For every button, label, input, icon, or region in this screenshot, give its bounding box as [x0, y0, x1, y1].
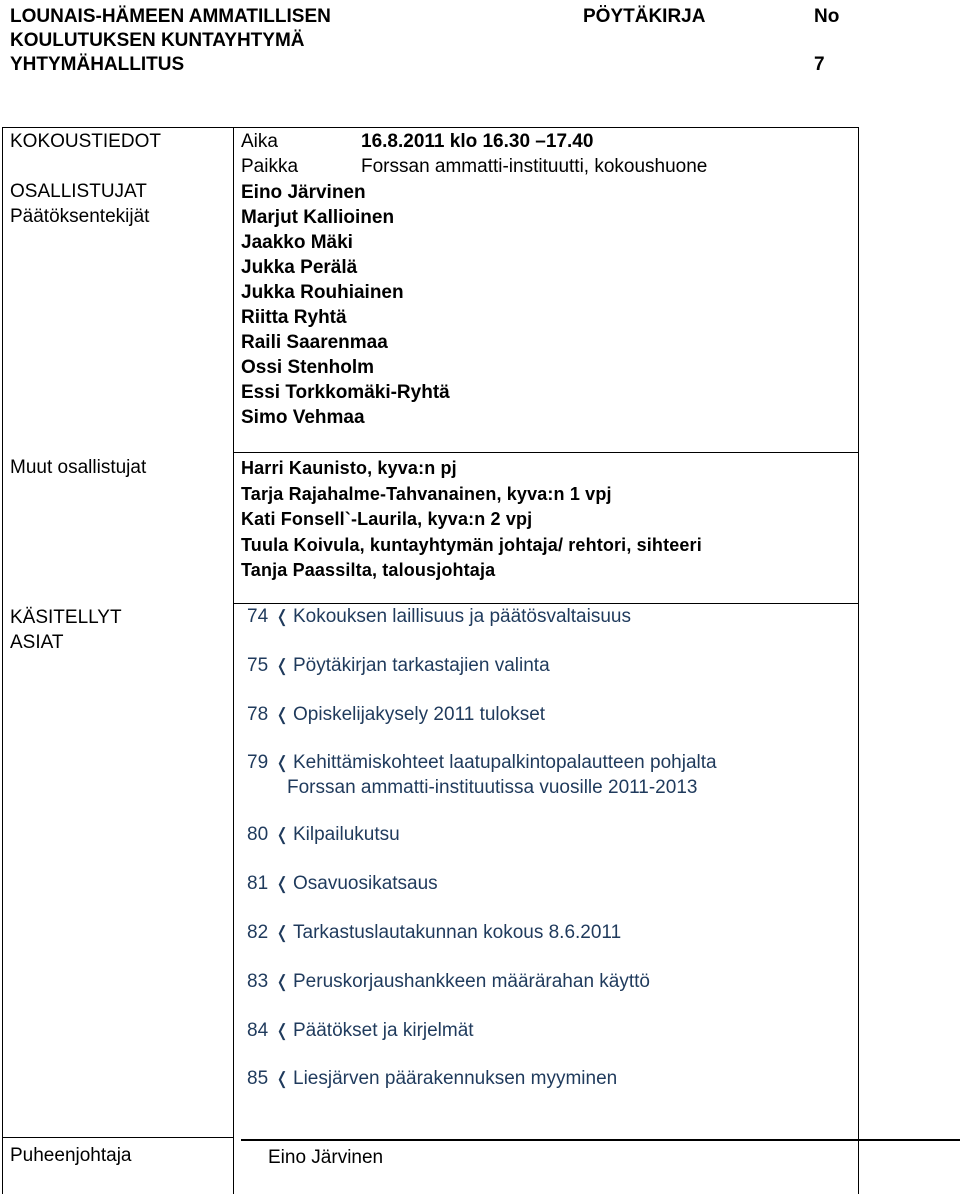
agenda-item-number: 80 [247, 824, 269, 846]
agenda-item-title: Kilpailukutsu [293, 824, 400, 846]
org-name-line3: YHTYMÄHALLITUS [10, 54, 185, 75]
list-item: Riitta Ryhtä [241, 307, 347, 328]
list-item: Marjut Kallioinen [241, 207, 395, 228]
agenda-item-title: Osavuosikatsaus [293, 873, 438, 895]
agenda-item-number: 75 [247, 654, 269, 676]
agenda-item-title: Liesjärven päärakennuksen myyminen [293, 1068, 618, 1090]
field-marker-icon: ❬ [275, 753, 290, 773]
agenda-item-title: Tarkastuslautakunnan kokous 8.6.2011 [293, 921, 622, 943]
list-item: Tanja Paassilta, talousjohtaja [241, 560, 496, 580]
agenda-item-number: 74 [247, 606, 269, 627]
place-label: Paikka [241, 156, 299, 177]
list-item: Jukka Rouhiainen [241, 282, 404, 303]
other-participants-list [241, 456, 702, 584]
list-item: Simo Vehmaa [241, 407, 365, 428]
time-value: 16.8.2011 klo 16.30 –17.40 [361, 131, 594, 152]
field-marker-icon: ❬ [275, 825, 290, 845]
agenda-item-title: Opiskelijakysely 2011 tulokset [293, 703, 546, 725]
list-item: Jaakko Mäki [241, 232, 353, 253]
section-label-decision-makers: Päätöksentekijät [10, 206, 150, 227]
list-item: Jukka Perälä [241, 257, 358, 278]
field-marker-icon: ❬ [275, 1020, 290, 1040]
agenda-item-number: 83 [247, 970, 269, 992]
field-marker-icon: ❬ [275, 922, 290, 942]
agenda-item-title: Kokouksen laillisuus ja päätösvaltaisuus [293, 606, 631, 627]
doc-number-value: 7 [814, 54, 825, 75]
field-marker-icon: ❬ [275, 874, 290, 894]
list-item: Kati Fonsell`-Laurila, kyva:n 2 vpj [241, 509, 533, 529]
org-name-line2: KOULUTUKSEN KUNTAYHTYMÄ [10, 30, 305, 51]
decision-makers-list [241, 180, 450, 430]
chair-name: Eino Järvinen [268, 1147, 384, 1168]
agenda-item-number: 82 [247, 921, 269, 943]
org-name-line1: LOUNAIS-HÄMEEN AMMATILLISEN [10, 6, 331, 27]
agenda-item-title: Pöytäkirjan tarkastajien valinta [293, 654, 550, 676]
list-item: Eino Järvinen [241, 182, 366, 203]
field-marker-icon: ❬ [275, 607, 290, 626]
agenda-item-title: Peruskorjaushankkeen määrärahan käyttö [293, 970, 650, 992]
doc-type: PÖYTÄKIRJA [583, 6, 706, 27]
doc-number-label: No [814, 6, 840, 27]
agenda-item-number: 85 [247, 1068, 269, 1090]
field-marker-icon: ❬ [275, 704, 290, 724]
field-marker-icon: ❬ [275, 971, 290, 991]
list-item: Essi Torkkomäki-Ryhtä [241, 382, 450, 403]
section-label-agenda-2: ASIAT [10, 632, 64, 653]
section-label-participants: OSALLISTUJAT [10, 181, 147, 202]
agenda-item-number: 84 [247, 1019, 269, 1041]
agenda-item-number: 78 [247, 703, 269, 725]
list-item: Ossi Stenholm [241, 357, 375, 378]
section-label-agenda-1: KÄSITELLYT [10, 607, 122, 628]
agenda-item-title-continued: Forssan ammatti-instituutissa vuosille 2011-2013 [287, 777, 698, 799]
agenda-item-title: Päätökset ja kirjelmät [293, 1019, 474, 1041]
list-item: Tuula Koivula, kuntayhtymän johtaja/ rehtori, sihteeri [241, 534, 702, 555]
agenda-item-number: 81 [247, 873, 269, 895]
section-label-meeting: KOKOUSTIEDOT [10, 131, 161, 152]
time-label: Aika [241, 131, 278, 152]
agenda-item-number: 79 [247, 752, 269, 774]
field-marker-icon: ❬ [275, 655, 290, 675]
section-label-other-participants: Muut osallistujat [10, 457, 147, 478]
agenda-item-title: Kehittämiskohteet laatupalkintopalautteen pohjalta [293, 752, 717, 774]
field-marker-icon: ❬ [275, 1069, 290, 1089]
list-item: Raili Saarenmaa [241, 332, 388, 353]
chair-label: Puheenjohtaja [10, 1145, 132, 1166]
place-value: Forssan ammatti-instituutti, kokoushuone [361, 156, 708, 177]
list-item: Harri Kaunisto, kyva:n pj [241, 458, 457, 478]
list-item: Tarja Rajahalme-Tahvanainen, kyva:n 1 vpj [241, 483, 612, 504]
